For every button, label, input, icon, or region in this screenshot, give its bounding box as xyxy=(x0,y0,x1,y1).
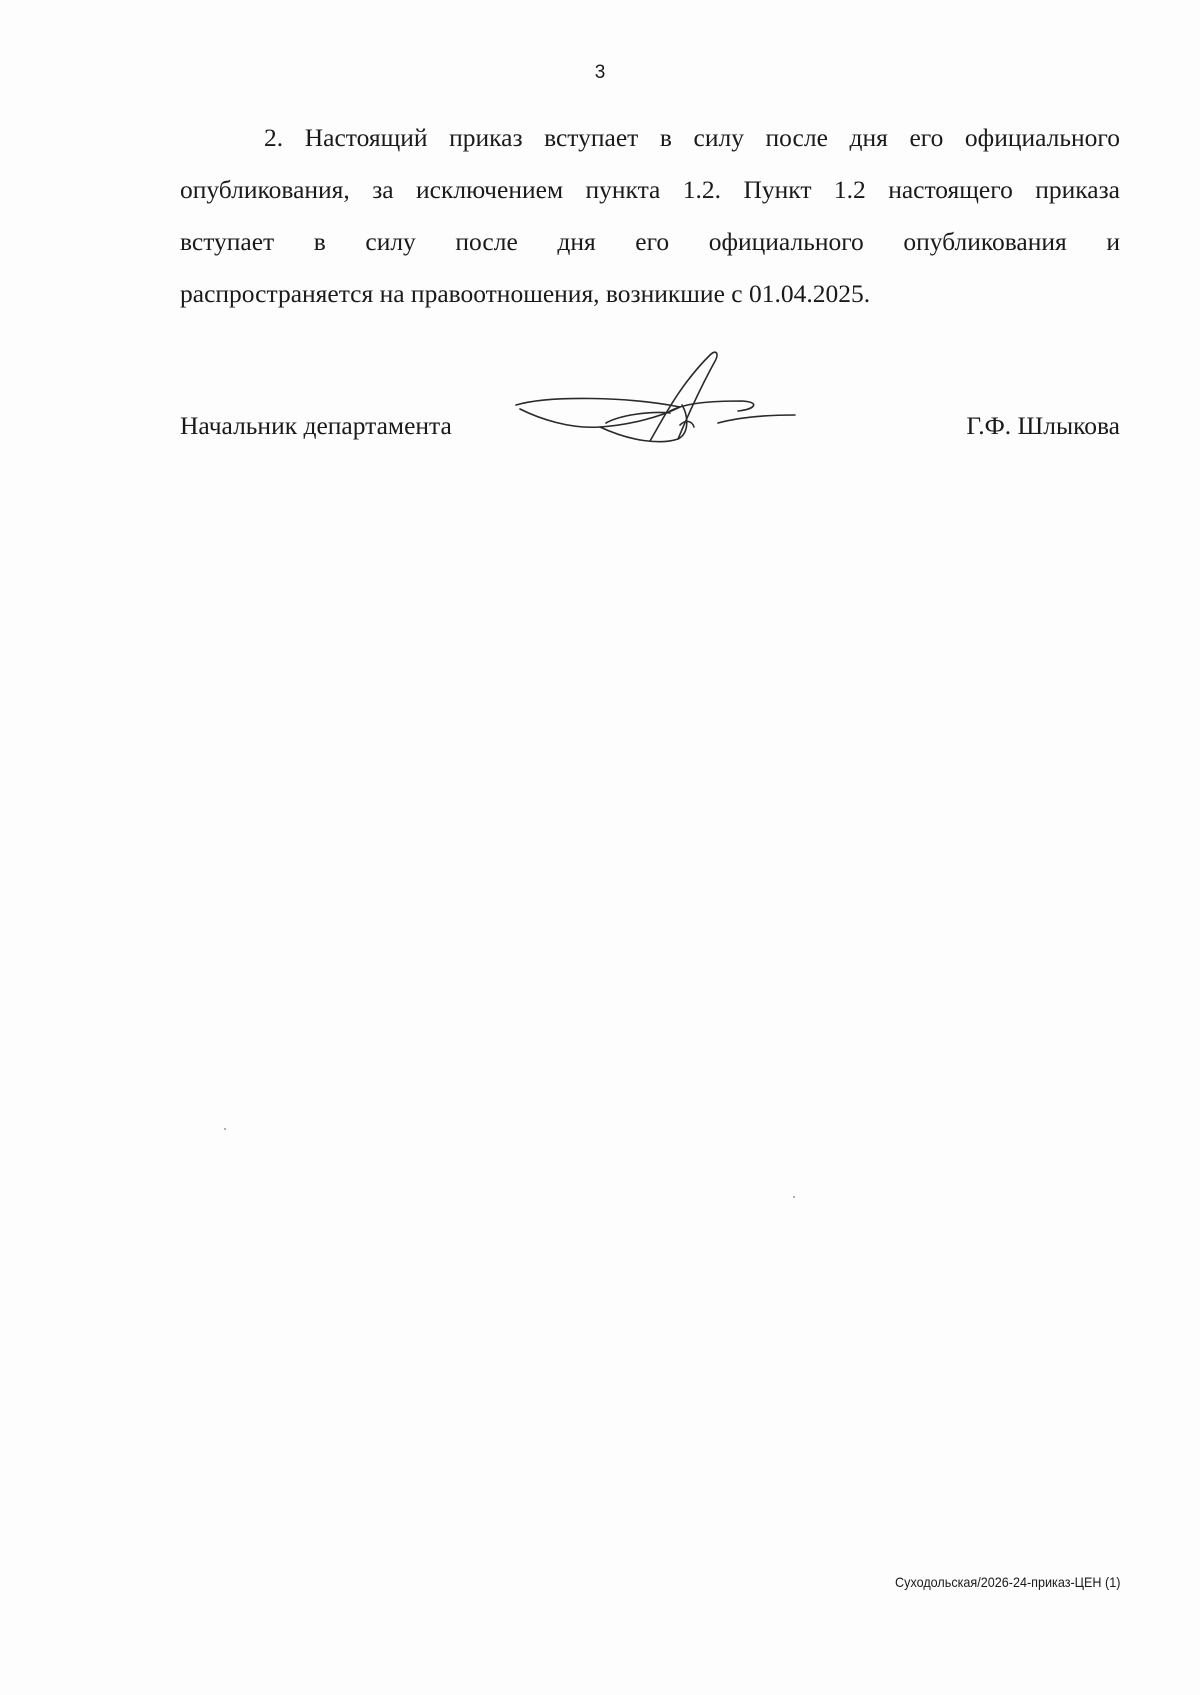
paragraph-line-4: распространяется на правоотношения, возникшие с 01.04.2025. xyxy=(180,279,871,308)
scan-speck xyxy=(793,1196,795,1198)
signatory-title: Начальник департамента xyxy=(180,411,452,440)
handwritten-signature xyxy=(510,345,800,455)
signatory-name: Г.Ф. Шлыкова xyxy=(966,411,1120,440)
paragraph-line-3: вступает в силу после дня его официального опубликования и xyxy=(180,227,1120,256)
page-number: 3 xyxy=(594,62,606,83)
document-reference: Суходольская/2026-24-приказ-ЦЕН (1) xyxy=(894,1574,1120,1590)
order-paragraph xyxy=(180,112,1120,320)
paragraph-line-2: опубликования, за исключением пункта 1.2. Пункт 1.2 настоящего приказа xyxy=(180,175,1120,204)
scan-speck xyxy=(224,1128,226,1130)
paragraph-line-1: 2. Настоящий приказ вступает в силу после дня его официального xyxy=(264,123,1120,152)
